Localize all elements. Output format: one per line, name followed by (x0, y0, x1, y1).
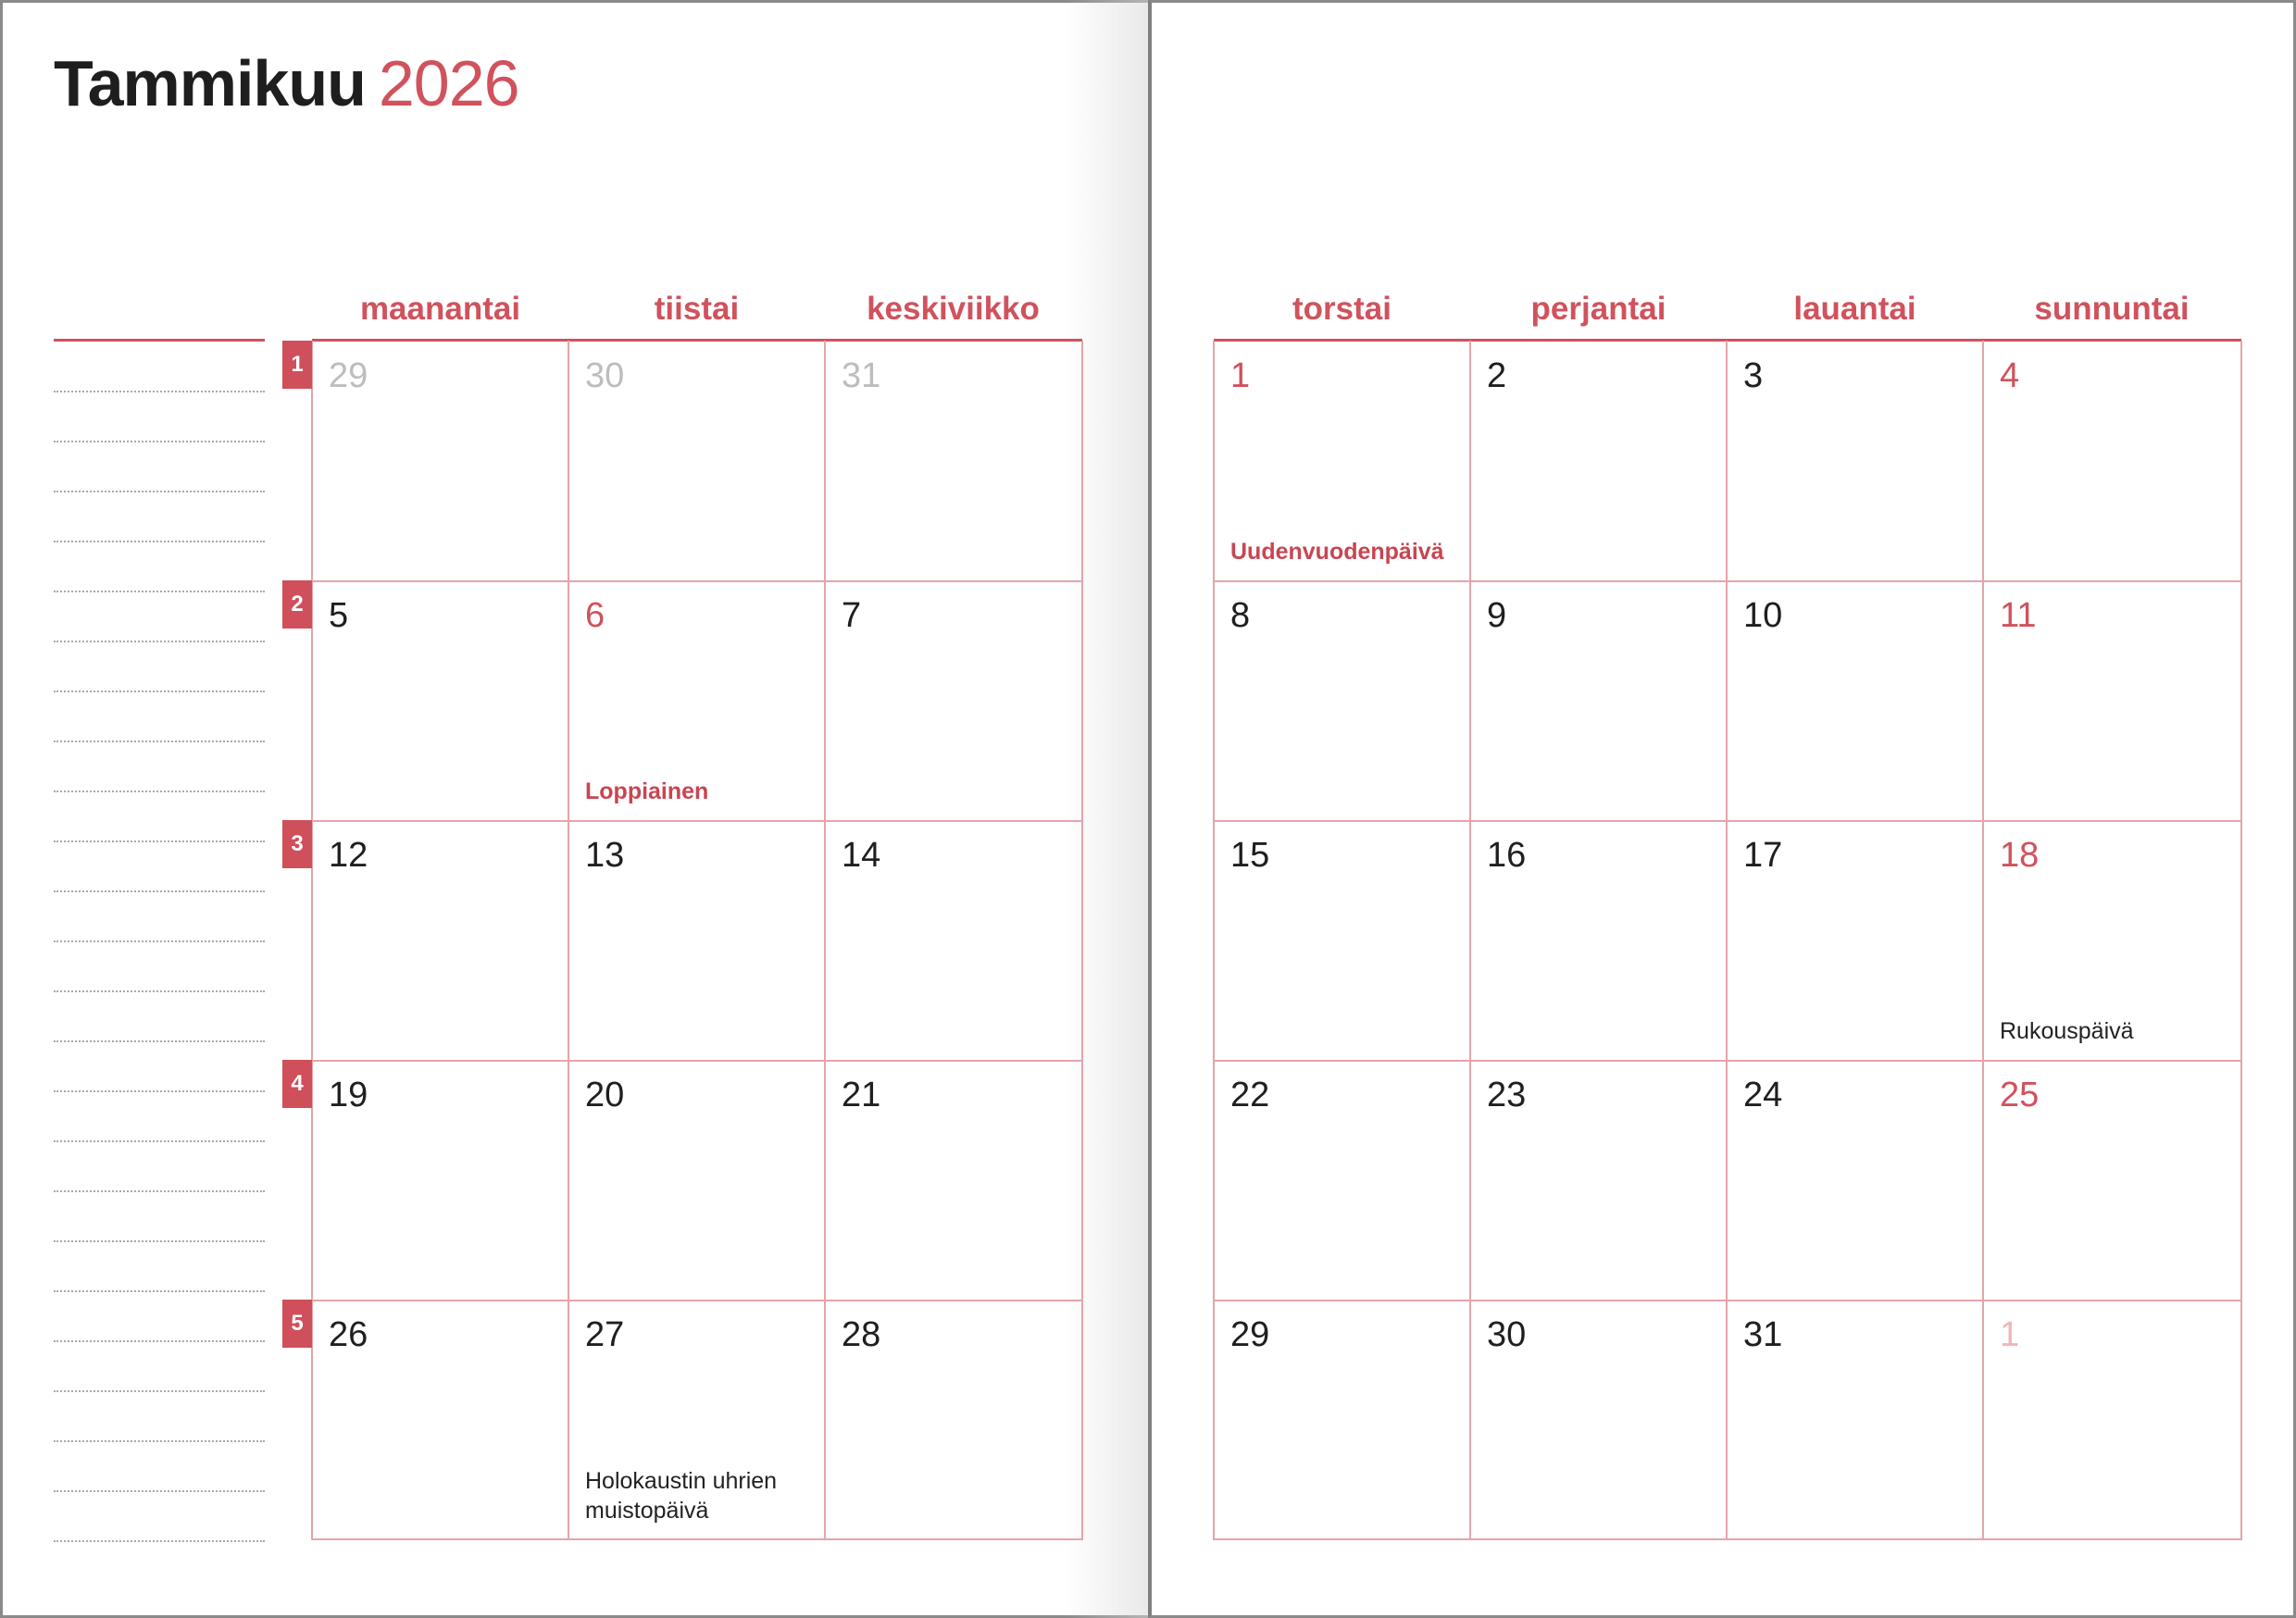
week-number-tab: 1 (282, 341, 312, 389)
day-number: 13 (585, 836, 625, 875)
day-cell[interactable] (568, 1301, 821, 1538)
weekday-header-wednesday: keskiviikko (867, 291, 1040, 327)
day-number: 10 (1743, 596, 1783, 635)
day-number: 17 (1743, 836, 1783, 875)
day-event-label: Uudenvuodenpäivä (1230, 539, 1444, 565)
day-event-label: Loppiainen (585, 778, 709, 804)
day-event-label: Rukouspäivä (2000, 1018, 2134, 1044)
day-number: 28 (842, 1315, 881, 1354)
day-number: 1 (1230, 356, 1251, 395)
day-number: 30 (585, 356, 625, 395)
day-number: 31 (842, 356, 881, 395)
note-line[interactable] (54, 1540, 265, 1542)
day-number: 8 (1230, 596, 1251, 635)
day-cell[interactable] (312, 342, 565, 579)
year-title: 2026 (378, 47, 519, 119)
day-event-label: Holokaustin uhrien muistopäivä (585, 1468, 778, 1524)
day-number: 22 (1230, 1076, 1270, 1114)
note-line[interactable] (54, 1490, 265, 1492)
day-cell[interactable] (1470, 342, 1723, 579)
weekday-header-thursday: torstai (1292, 291, 1391, 327)
note-line[interactable] (54, 990, 265, 992)
note-line[interactable] (54, 790, 265, 792)
day-cell[interactable] (1214, 342, 1466, 579)
note-line[interactable] (54, 1190, 265, 1192)
day-cell[interactable] (568, 821, 821, 1059)
note-line[interactable] (54, 541, 265, 542)
note-line[interactable] (54, 1040, 265, 1042)
day-number: 2 (1487, 356, 1507, 395)
note-line[interactable] (54, 1090, 265, 1092)
week-number-tab: 4 (282, 1060, 312, 1108)
day-number: 21 (842, 1076, 881, 1114)
day-number: 15 (1230, 836, 1270, 875)
day-number: 25 (2000, 1076, 2040, 1114)
day-cell[interactable] (1727, 1061, 1979, 1299)
day-cell[interactable] (1470, 1061, 1723, 1299)
day-cell[interactable] (825, 1301, 1078, 1538)
day-cell[interactable] (568, 1061, 821, 1299)
day-cell[interactable] (825, 821, 1078, 1059)
day-cell[interactable] (1983, 342, 2236, 579)
weekday-header-monday: maanantai (359, 291, 521, 327)
day-cell[interactable] (1983, 1061, 2236, 1299)
day-number: 31 (1743, 1315, 1783, 1354)
note-line[interactable] (54, 641, 265, 642)
day-number: 3 (1743, 356, 1764, 395)
page-title (54, 46, 519, 120)
note-line[interactable] (54, 1290, 265, 1292)
day-number: 24 (1743, 1076, 1783, 1114)
note-line[interactable] (54, 1340, 265, 1342)
note-line[interactable] (54, 890, 265, 892)
day-cell[interactable] (312, 581, 565, 819)
note-line[interactable] (54, 491, 265, 492)
week-number-tab: 5 (282, 1300, 312, 1348)
month-title: Tammikuu (54, 47, 366, 119)
note-line[interactable] (54, 1390, 265, 1392)
weekday-header-tuesday: tiistai (654, 291, 740, 327)
day-cell[interactable] (1214, 1301, 1466, 1538)
weekday-header-friday: perjantai (1530, 291, 1666, 327)
day-number: 29 (1230, 1315, 1270, 1354)
day-cell[interactable] (568, 581, 821, 819)
note-line[interactable] (54, 741, 265, 742)
day-number: 6 (585, 596, 605, 635)
day-number: 19 (329, 1076, 368, 1114)
week-number-tab: 3 (282, 820, 312, 868)
note-line[interactable] (54, 1440, 265, 1442)
day-cell[interactable] (825, 342, 1078, 579)
note-line[interactable] (54, 940, 265, 942)
day-number: 27 (585, 1315, 625, 1354)
note-line[interactable] (54, 391, 265, 392)
day-number: 9 (1487, 596, 1507, 635)
note-line[interactable] (54, 691, 265, 692)
note-line[interactable] (54, 441, 265, 442)
day-number: 26 (329, 1315, 368, 1354)
day-cell[interactable] (1470, 821, 1723, 1059)
day-cell[interactable] (312, 1301, 565, 1538)
day-cell[interactable] (1470, 581, 1723, 819)
note-line[interactable] (54, 1240, 265, 1242)
day-cell[interactable] (1727, 342, 1979, 579)
day-cell[interactable] (1214, 1061, 1466, 1299)
day-cell[interactable] (1727, 821, 1979, 1059)
notes-header-rule (54, 339, 265, 342)
day-cell[interactable] (825, 581, 1078, 819)
day-number: 20 (585, 1076, 625, 1114)
day-cell[interactable] (1214, 581, 1466, 819)
day-cell[interactable] (1983, 1301, 2236, 1538)
day-number: 4 (2000, 356, 2020, 395)
day-number: 7 (842, 596, 862, 635)
day-cell[interactable] (1727, 1301, 1979, 1538)
weekday-header-saturday: lauantai (1793, 291, 1916, 327)
note-line[interactable] (54, 840, 265, 842)
day-number: 23 (1487, 1076, 1527, 1114)
day-number: 1 (2000, 1315, 2020, 1354)
day-number: 29 (329, 356, 368, 395)
day-number: 5 (329, 596, 349, 635)
day-cell[interactable] (1470, 1301, 1723, 1538)
note-line[interactable] (54, 1140, 265, 1142)
day-number: 11 (2000, 596, 2037, 635)
day-cell[interactable] (1214, 821, 1466, 1059)
day-cell[interactable] (1983, 581, 2236, 819)
day-number: 16 (1487, 836, 1527, 875)
day-number: 30 (1487, 1315, 1527, 1354)
note-line[interactable] (54, 591, 265, 592)
day-cell[interactable] (1727, 581, 1979, 819)
day-cell[interactable] (825, 1061, 1078, 1299)
day-number: 12 (329, 836, 368, 875)
day-cell[interactable] (1983, 821, 2236, 1059)
day-cell[interactable] (568, 342, 821, 579)
day-number: 18 (2000, 836, 2040, 875)
day-cell[interactable] (312, 821, 565, 1059)
day-number: 14 (842, 836, 881, 875)
week-number-tab: 2 (282, 580, 312, 629)
day-cell[interactable] (312, 1061, 565, 1299)
weekday-header-sunday: sunnuntai (2034, 291, 2190, 327)
